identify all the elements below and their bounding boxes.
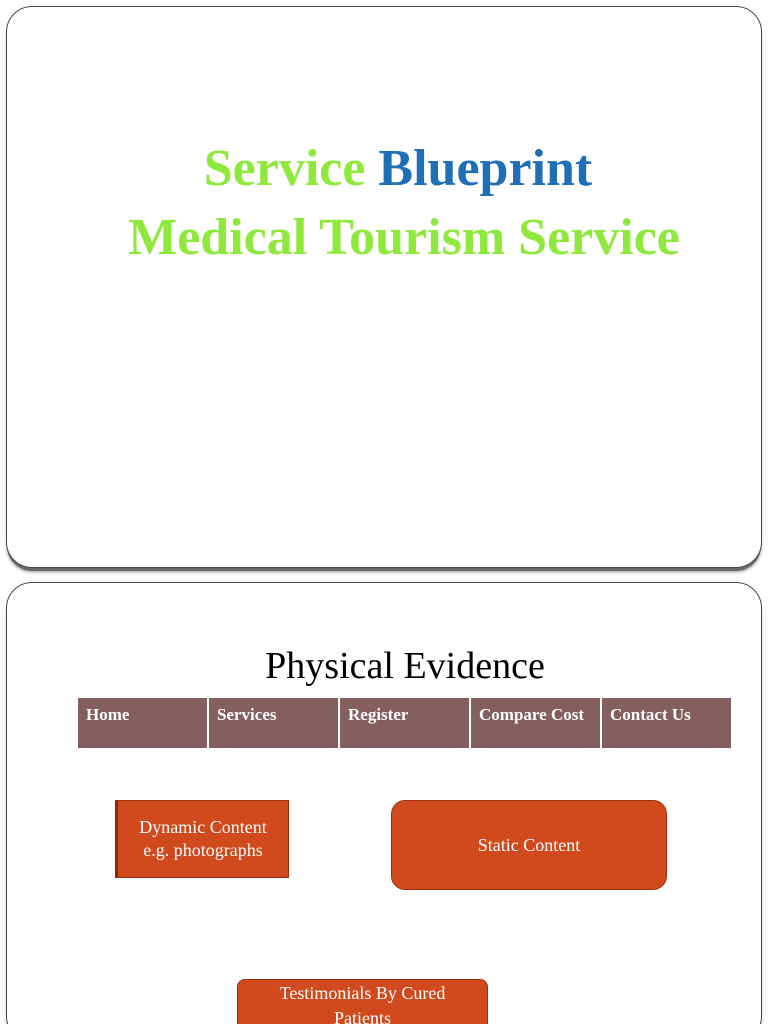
slide-title xyxy=(6,6,762,568)
website-nav-bar xyxy=(78,698,731,748)
dynamic-content-line-1: Dynamic Content xyxy=(139,817,267,837)
static-content-text: Static Content xyxy=(477,834,581,855)
testimonials-text xyxy=(280,981,446,1024)
dynamic-content-line-2: e.g. photographs xyxy=(143,840,263,860)
nav-item-register[interactable]: Register xyxy=(340,698,469,748)
nav-item-home[interactable]: Home xyxy=(78,698,207,748)
physical-evidence-heading: Physical Evidence xyxy=(265,645,545,687)
dynamic-content-text xyxy=(139,816,266,862)
slide-title-subtitle: Medical Tourism Service xyxy=(128,209,680,266)
testimonials-line-2: Patients xyxy=(333,1008,391,1024)
dynamic-content-box[interactable] xyxy=(115,800,289,878)
nav-item-compare-cost[interactable]: Compare Cost xyxy=(471,698,600,748)
nav-item-services[interactable]: Services xyxy=(209,698,338,748)
testimonials-line-1: Testimonials By Cured xyxy=(279,983,446,1003)
title-word-service: Service xyxy=(203,140,366,197)
slide-title-heading xyxy=(6,139,762,199)
static-content-box[interactable] xyxy=(391,800,667,890)
title-word-blueprint: Blueprint xyxy=(378,140,593,197)
testimonials-box[interactable] xyxy=(237,979,488,1024)
slide-physical-evidence xyxy=(6,582,762,1024)
nav-item-contact-us[interactable]: Contact Us xyxy=(602,698,731,748)
